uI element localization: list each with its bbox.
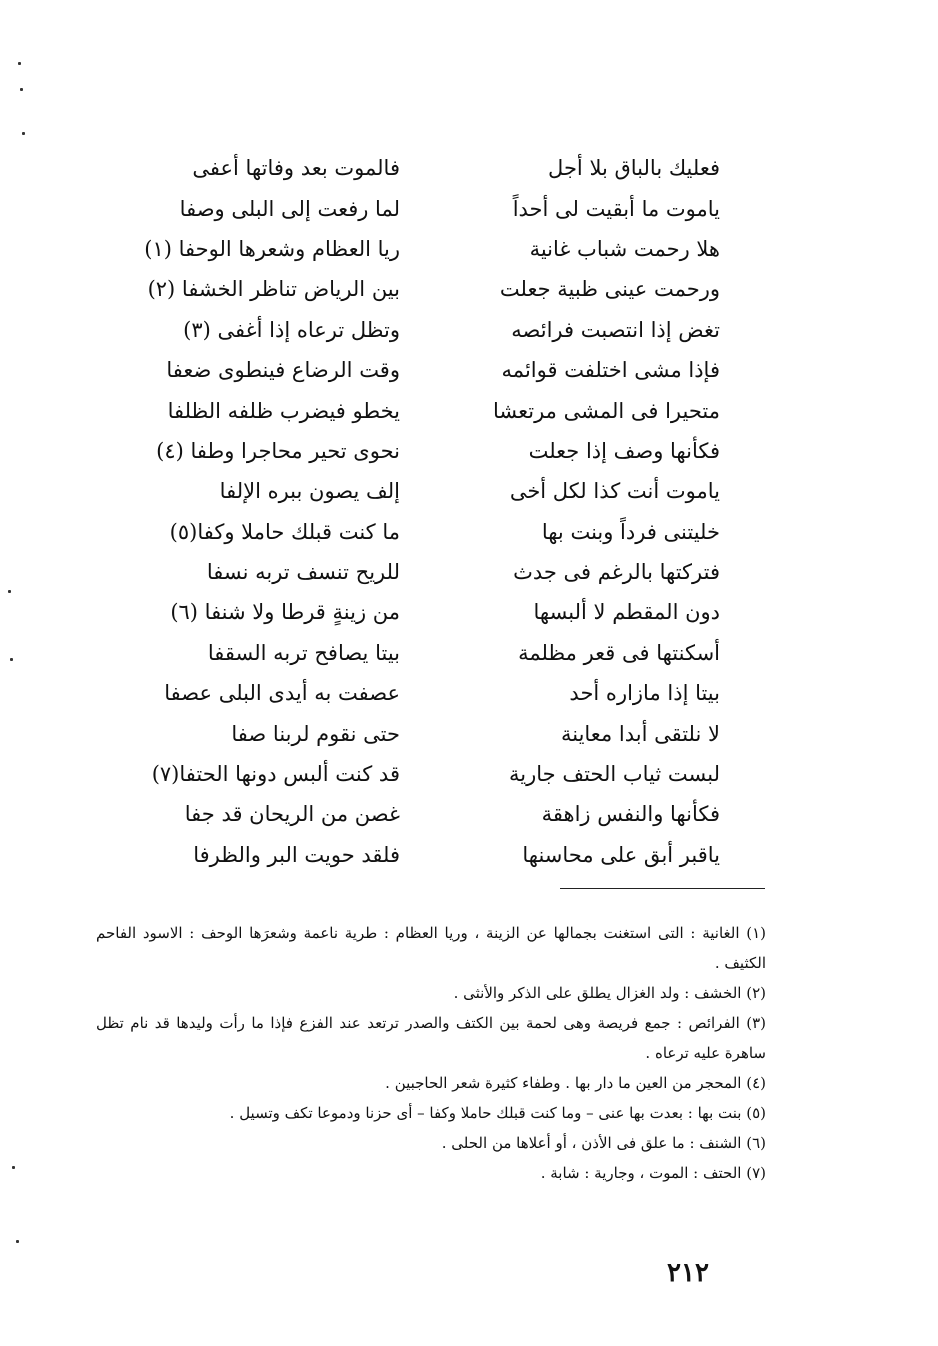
verse-second-hemistich: ريا العظام وشعرها الوحفا (١) [144,236,400,261]
footnote-separator [560,888,765,889]
poem-verse [150,431,720,471]
poem-verse [150,713,720,753]
verse-first-hemistich: ياموت أنت كذا لكل أخى [509,479,720,504]
verse-first-hemistich: تغض إذا انتصبت فرائصه [511,317,720,342]
verse-second-hemistich: وتظل ترعاه إذا أغفى (٣) [183,317,400,342]
poem-verse [150,794,720,834]
verse-first-hemistich: بيتا إذا مازاره أحد [569,681,720,706]
scan-speck [22,132,25,135]
poem-verse [150,592,720,632]
verse-second-hemistich: للريح تنسف تربه نسفا [206,560,400,585]
poem-verse [150,188,720,228]
verse-first-hemistich: فعليك بالباق بلا أجل [548,156,720,181]
scan-speck [16,1240,19,1243]
verse-second-hemistich: ما كنت قبلك حاملا وكفا(٥) [169,519,400,544]
footnote: (٧) الحتف : الموت ، وجارية : شابة . [540,1164,766,1182]
scan-speck [10,658,13,661]
verse-second-hemistich: بين الرياض تناظر الخشفا (٢) [147,277,400,302]
poem-verse [150,633,720,673]
poem-verse [150,350,720,390]
verse-first-hemistich: دون المقطم لا ألبسها [533,600,720,625]
verse-second-hemistich: غصن من الريحان قد جفا [184,802,400,827]
poem-verse [144,229,720,269]
verse-first-hemistich: أسكنتها فى قعر مظلمة [518,640,720,665]
page-number: ٢١٢ [667,1258,709,1288]
footnote: (٢) الخشف : ولد الغزال يطلق على الذكر والأنثى . [453,984,766,1002]
poem-verse [150,310,720,350]
verse-first-hemistich: فكأنها وصف إذا جعلت [528,438,720,463]
footnote: (١) الغانية : التى استغنت بجمالها عن الزينة ، وريا العظام : طرية ناعمة وشعرَها الوحف : الاسود الفاحم الكثيف . [96,924,766,972]
verse-first-hemistich: هلا رحمت شباب غانية [529,236,720,261]
verse-first-hemistich: فإذا مشى اختلفت قوائمه [501,358,720,383]
verse-first-hemistich: فكأنها والنفس زاهقة [541,802,720,827]
scan-speck [12,1166,15,1169]
scan-speck [8,590,11,593]
verse-second-hemistich: وقت الرضاع فينطوى ضعفا [166,358,400,383]
poem-verse [150,512,720,552]
verse-second-hemistich: قد كنت ألبس دونها الحتفا(٧) [151,762,400,787]
poem-verse [150,148,720,188]
verse-second-hemistich: إلف يصون ببره الإلفا [219,479,400,504]
verse-second-hemistich: فالموت بعد وفاتها أعفى [192,156,400,181]
footnote: (٣) الفرائص : جمع فريصة وهى لحمة بين الكتف والصدر ترتعد عند الفزع فإذا ما رأت وليدها قد نام تظل ساهرة عليه ترعاه . [96,1014,766,1062]
poem-verse [150,754,720,794]
verse-first-hemistich: ياقبر أبق على محاسنها [522,842,720,867]
verse-second-hemistich: لما رفعت إلى البلى وصفا [179,196,400,221]
verse-second-hemistich: يخطو فيضرب ظلفه الظلفا [167,398,400,423]
footnotes-block [96,918,766,1188]
verse-second-hemistich: بيتا يصافح تربه السقفا [207,640,400,665]
verse-second-hemistich: حتى نقوم لربنا صفا [231,721,400,746]
scan-speck [20,88,23,91]
verse-second-hemistich: فلقد حويت البر والظرفا [193,842,400,867]
verse-first-hemistich: خليتنى فرداً وبنت بها [541,519,720,544]
poem-block [144,148,720,875]
verse-first-hemistich: لبست ثياب الحتف جارية [509,762,720,787]
verse-first-hemistich: فتركتها بالرغم فى جدث [513,560,720,585]
verse-first-hemistich: ورحمت عينى ظبية جعلت [499,277,720,302]
verse-second-hemistich: من زينةٍ قرطا ولا شنفا (٦) [170,600,400,625]
poem-verse [150,471,720,511]
poem-verse [150,552,720,592]
scan-speck [18,62,21,65]
poem-verse [147,269,720,309]
verse-first-hemistich: متحيرا فى المشى مرتعشا [492,398,720,423]
footnote: (٦) الشنف : ما علق فى الأذن ، أو أعلاها من الحلى . [441,1134,766,1152]
footnote: (٥) بنت بها : بعدت بها عنى – وما كنت قبلك حاملا وكفا – أى حزنا ودموعا تكف وتسيل . [229,1104,766,1122]
verse-second-hemistich: عصفت به أيدى البلى عصفا [164,681,400,706]
verse-second-hemistich: نحوى تحير محاجرا وطفا (٤) [156,438,400,463]
verse-first-hemistich: لا نلتقى أبدا معاينة [560,721,720,746]
poem-verse [150,673,720,713]
verse-first-hemistich: ياموت ما أبقيت لى أحداً [512,196,720,221]
poem-verse [150,390,720,430]
footnote: (٤) المحجر من العين ما دار بها . وطفاء كثيرة شعر الحاجبين . [385,1074,766,1092]
poem-verse [150,835,720,875]
